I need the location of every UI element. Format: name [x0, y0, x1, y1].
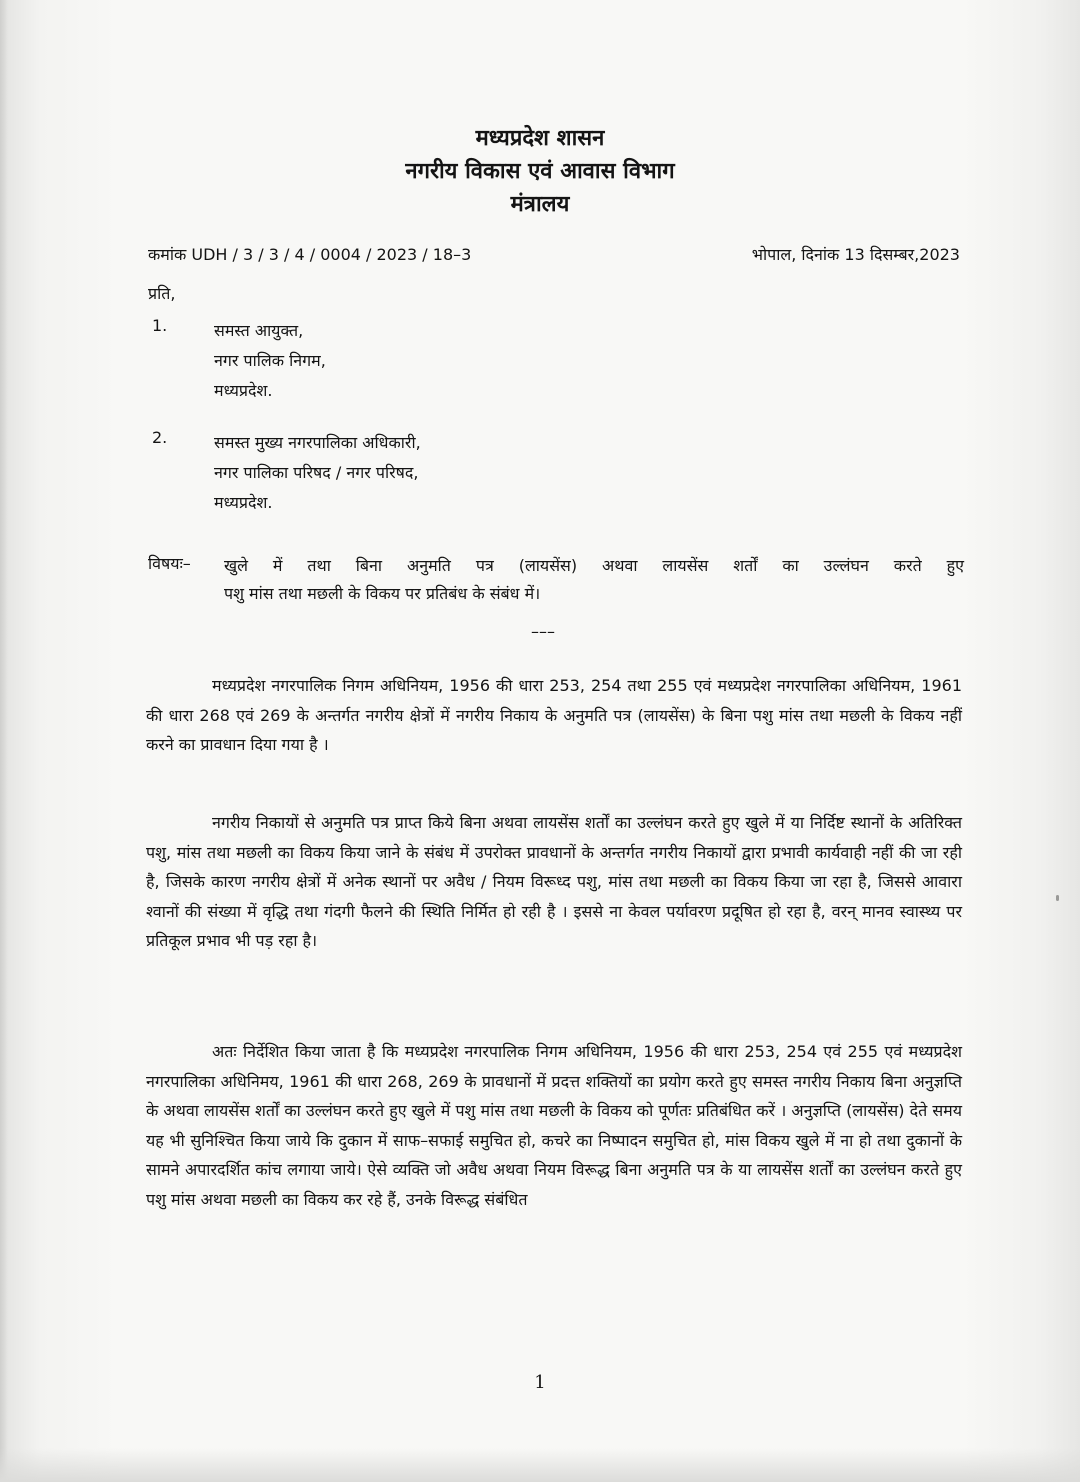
addressee-line: मध्यप्रदेश.: [214, 493, 273, 512]
body-paragraph: नगरीय निकायों से अनुमति पत्र प्राप्त किये बिना अथवा लायसेंस शर्तों का उल्लंघन करते हुए खुले में या निर्दिष्ट स्थानों के अतिरिक्त पशु, मांस तथा मछली का विकय किया जाने के संबंध में उपरोक्त प्रावधानों के अन्तर्गत नगरीय निकायों द्वारा प्रभावी कार्यवाही नहीं की जा रही है, जिसके कारण नगरीय क्षेत्रों में अनेक स्थानों पर अवैध / नियम विरूध्द पशु, मांस तथा मछली का विकय किया जा रहा है, जिससे आवारा श्वानों की संख्या में वृद्धि तथा गंदगी फैलने की स्थिति निर्मित हो रही है । इससे ना केवल पर्यावरण प्रदूषित हो रहा है, वरन् मानव स्वास्थ्य पर प्रतिकूल प्रभाव भी पड़ रहा है।: [146, 813, 962, 951]
reference-row: [148, 243, 960, 271]
addressee-line: नगर पालिका परिषद / नगर परिषद,: [214, 463, 419, 482]
addressee-line: समस्त मुख्य नगरपालिका अधिकारी,: [214, 433, 421, 452]
scan-speck: [1056, 895, 1059, 901]
subject-line: खुले में तथा बिना अनुमति पत्र (लायसेंस) अथवा लायसेंस शर्तों का उल्लंघन करते हुए: [224, 556, 964, 575]
divider-dashes: –––: [531, 622, 555, 641]
scan-shadow-left: [0, 0, 8, 1482]
addressee-line: नगर पालिक निगम,: [214, 351, 326, 370]
page-number: 1: [534, 1372, 546, 1393]
place-date: भोपाल, दिनांक 13 दिसम्बर,2023: [751, 245, 960, 264]
addressee-line: समस्त आयुक्त,: [214, 321, 304, 340]
scan-shadow-bottom: [0, 1448, 1080, 1482]
letterhead: [0, 122, 1080, 221]
government-name: मध्यप्रदेश शासन: [475, 126, 605, 151]
addressee-line: मध्यप्रदेश.: [214, 381, 273, 400]
to-label: प्रति,: [148, 284, 176, 303]
addressee-number: 1.: [152, 316, 168, 335]
subject-line: पशु मांस तथा मछली के विकय पर प्रतिबंध के संबंध में।: [224, 584, 541, 603]
addressee-number: 2.: [152, 428, 168, 447]
reference-number: कमांक UDH / 3 / 3 / 4 / 0004 / 2023 / 18–3: [148, 245, 472, 264]
ministry-name: मंत्रालय: [510, 192, 570, 217]
department-name: नगरीय विकास एवं आवास विभाग: [405, 159, 675, 184]
subject-label: विषयः–: [148, 554, 191, 573]
body-paragraph: मध्यप्रदेश नगरपालिक निगम अधिनियम, 1956 की धारा 253, 254 तथा 255 एवं मध्यप्रदेश नगरपालिका अधिनियम, 1961 की धारा 268 एवं 269 के अन्तर्गत नगरीय क्षेत्रों में नगरीय निकाय के अनुमति पत्र (लायसेंस) के बिना पशु मांस तथा मछली के विकय नहीं करने का प्रावधान दिया गया है ।: [146, 676, 962, 755]
body-paragraph: अतः निर्देशित किया जाता है कि मध्यप्रदेश नगरपालिक निगम अधिनियम, 1956 की धारा 253, 254 एवं 255 एवं मध्यप्रदेश नगरपालिका अधिनिमय, 1961 की धारा 268, 269 के प्रावधानों में प्रदत्त शक्तियों का प्रयोग करते हुए समस्त नगरीय निकाय बिना अनुज्ञप्ति के अथवा लायसेंस शर्तों का उल्लंघन करते हुए खुले में पशु मांस तथा मछली के विकय को पूर्णतः प्रतिबंधित करें । अनुज्ञप्ति (लायसेंस) देते समय यह भी सुनिश्चित किया जाये कि दुकान में साफ–सफाई समुचित हो, कचरे का निष्पादन समुचित हो, मांस विकय खुले में ना हो तथा दुकानों के सामने अपारदर्शित कांच लगाया जाये। ऐसे व्यक्ति जो अवैध अथवा नियम विरूद्ध बिना अनुमति पत्र के या लायसेंस शर्तों का उल्लंघन करते हुए पशु मांस अथवा मछली का विकय कर रहे हैं, उनके विरूद्ध संबंधित: [146, 1042, 962, 1209]
